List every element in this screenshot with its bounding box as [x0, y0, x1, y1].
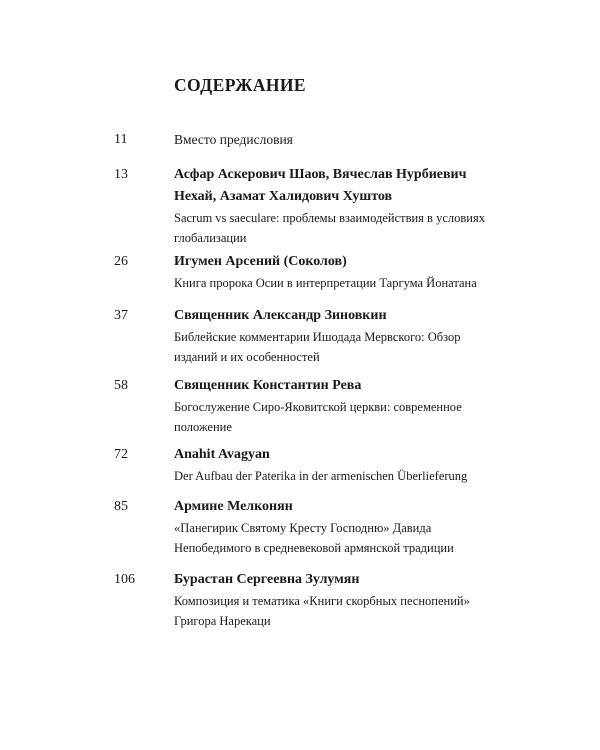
- toc-entry-body: [174, 444, 504, 486]
- toc-entry-title: Sacrum vs saeculare: проблемы взаимодействия в условиях глобализации: [174, 211, 485, 245]
- toc-entry-title: Вместо предисловия: [174, 132, 293, 147]
- toc-page-number: 85: [114, 499, 128, 514]
- toc-entry-title: Богослужение Сиро-Яковитской церкви: современное положение: [174, 400, 462, 434]
- toc-entry-author: Армине Мелконян: [174, 499, 293, 514]
- toc-page-number: 37: [114, 308, 128, 323]
- toc-page-number: 13: [114, 167, 128, 182]
- toc-entry-author: Священник Александр Зиновкин: [174, 308, 387, 323]
- toc-entry-title: Der Aufbau der Paterika in der armenischen Überlieferung: [174, 469, 468, 483]
- toc-entry-body: [174, 375, 504, 437]
- toc-entry-author: Священник Константин Рева: [174, 378, 362, 393]
- toc-page-number: 58: [114, 378, 128, 393]
- toc-entry-title: «Панегирик Святому Кресту Господню» Давида Непобедимого в средневековой армянской традиции: [174, 521, 454, 555]
- toc-entry-body: [174, 164, 504, 248]
- toc-entry-body: [174, 251, 504, 293]
- toc-page-number: 26: [114, 254, 128, 269]
- toc-entry-author: Anahit Avagyan: [174, 447, 270, 462]
- toc-entry-title: Библейские комментарии Ишодада Мервского: Обзор изданий и их особенностей: [174, 330, 461, 364]
- toc-entry-body: [174, 305, 504, 367]
- toc-entry-body: [174, 129, 504, 151]
- toc-entry-body: [174, 496, 504, 558]
- toc-entry-title: Книга пророка Осии в интерпретации Таргума Йонатана: [174, 276, 477, 290]
- toc-entry-author: Игумен Арсений (Соколов): [174, 254, 347, 269]
- toc-entry-author: Асфар Аскерович Шаов, Вячеслав Нурбиевич Нехай, Азамат Халидович Хуштов: [174, 167, 467, 204]
- toc-entry-author: Бурастан Сергеевна Зулумян: [174, 572, 360, 587]
- toc-page-number: 11: [114, 132, 128, 147]
- toc-page-number: 106: [114, 572, 135, 587]
- page-title: СОДЕРЖАНИЕ: [174, 75, 307, 95]
- toc-page-number: 72: [114, 447, 128, 462]
- toc-entry-title: Композиция и тематика «Книги скорбных песнопений» Григора Нарекаци: [174, 594, 470, 628]
- toc-entry-body: [174, 569, 504, 631]
